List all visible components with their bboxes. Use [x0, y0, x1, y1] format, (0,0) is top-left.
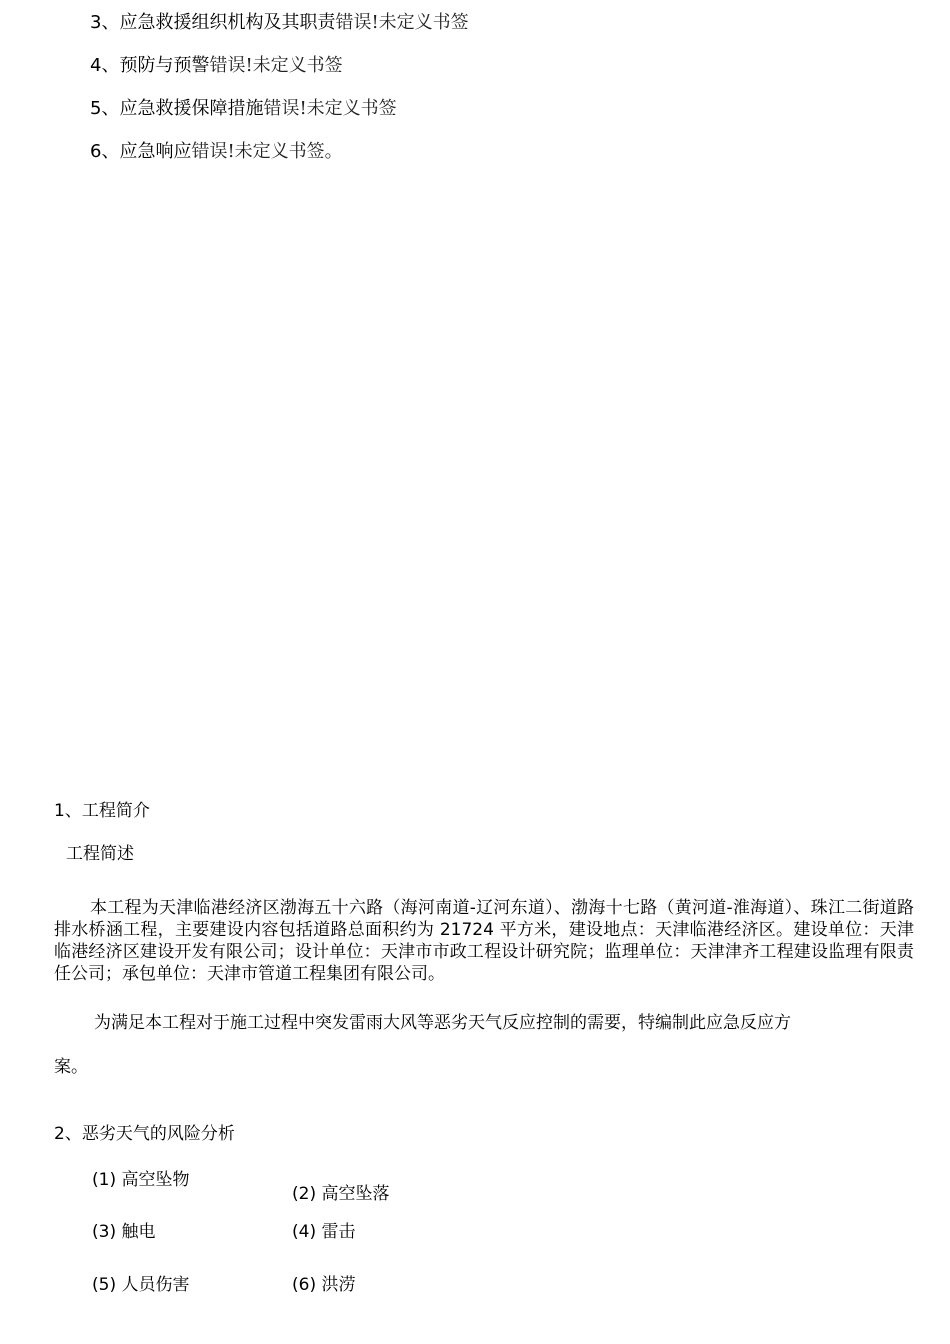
toc-item-6[interactable]: [90, 140, 343, 164]
purpose-paragraph-line-1: 为满足本工程对于施工过程中突发雷雨大风等恶劣天气反应控制的需要，特编制此应急反应方: [94, 1013, 791, 1033]
risk-item-personal-injury: (5) 人员伤害: [92, 1275, 190, 1295]
toc-item-label: 4、预防与预警: [90, 55, 210, 76]
toc-error-text: 错误!未定义书签: [209, 55, 343, 76]
section-1-heading: 1、工程简介: [54, 801, 150, 821]
toc-item-label: 6、应急响应: [90, 141, 192, 162]
risk-item-lightning: (4) 雷击: [292, 1222, 356, 1242]
section-2-heading: 2、恶劣天气的风险分析: [54, 1124, 235, 1144]
section-1-subheading: 工程简述: [66, 844, 134, 864]
toc-error-text: 错误!未定义书签。: [191, 141, 343, 162]
risk-item-electric-shock: (3) 触电: [92, 1222, 156, 1242]
toc-item-5[interactable]: [90, 97, 397, 121]
risk-item-falling-from-height: (2) 高空坠落: [292, 1184, 390, 1204]
toc-item-label: 3、应急救援组织机构及其职责: [90, 12, 336, 33]
risk-item-flooding: (6) 洪涝: [292, 1275, 356, 1295]
toc-error-text: 错误!未定义书签: [335, 12, 469, 33]
purpose-paragraph-line-2: 案。: [54, 1057, 88, 1077]
project-description-paragraph: 本工程为天津临港经济区渤海五十六路（海河南道-辽河东道）、渤海十七路（黄河道-淮海道）、珠江二街道路排水桥涵工程，主要建设内容包括道路总面积约为 21724 平方米，建设地点：天津临港经济区。建设单位：天津临港经济区建设开发有限公司；设计单位：天津市市政工程设计研究院；监理单位：天津津齐工程建设监理有限责任公司；承包单位：天津市管道工程集团有限公司。: [54, 898, 914, 984]
toc-item-label: 5、应急救援保障措施: [90, 98, 264, 119]
toc-error-text: 错误!未定义书签: [263, 98, 397, 119]
toc-item-4[interactable]: [90, 54, 343, 78]
toc-item-3[interactable]: [90, 11, 469, 35]
risk-item-falling-objects: (1) 高空坠物: [92, 1170, 190, 1190]
